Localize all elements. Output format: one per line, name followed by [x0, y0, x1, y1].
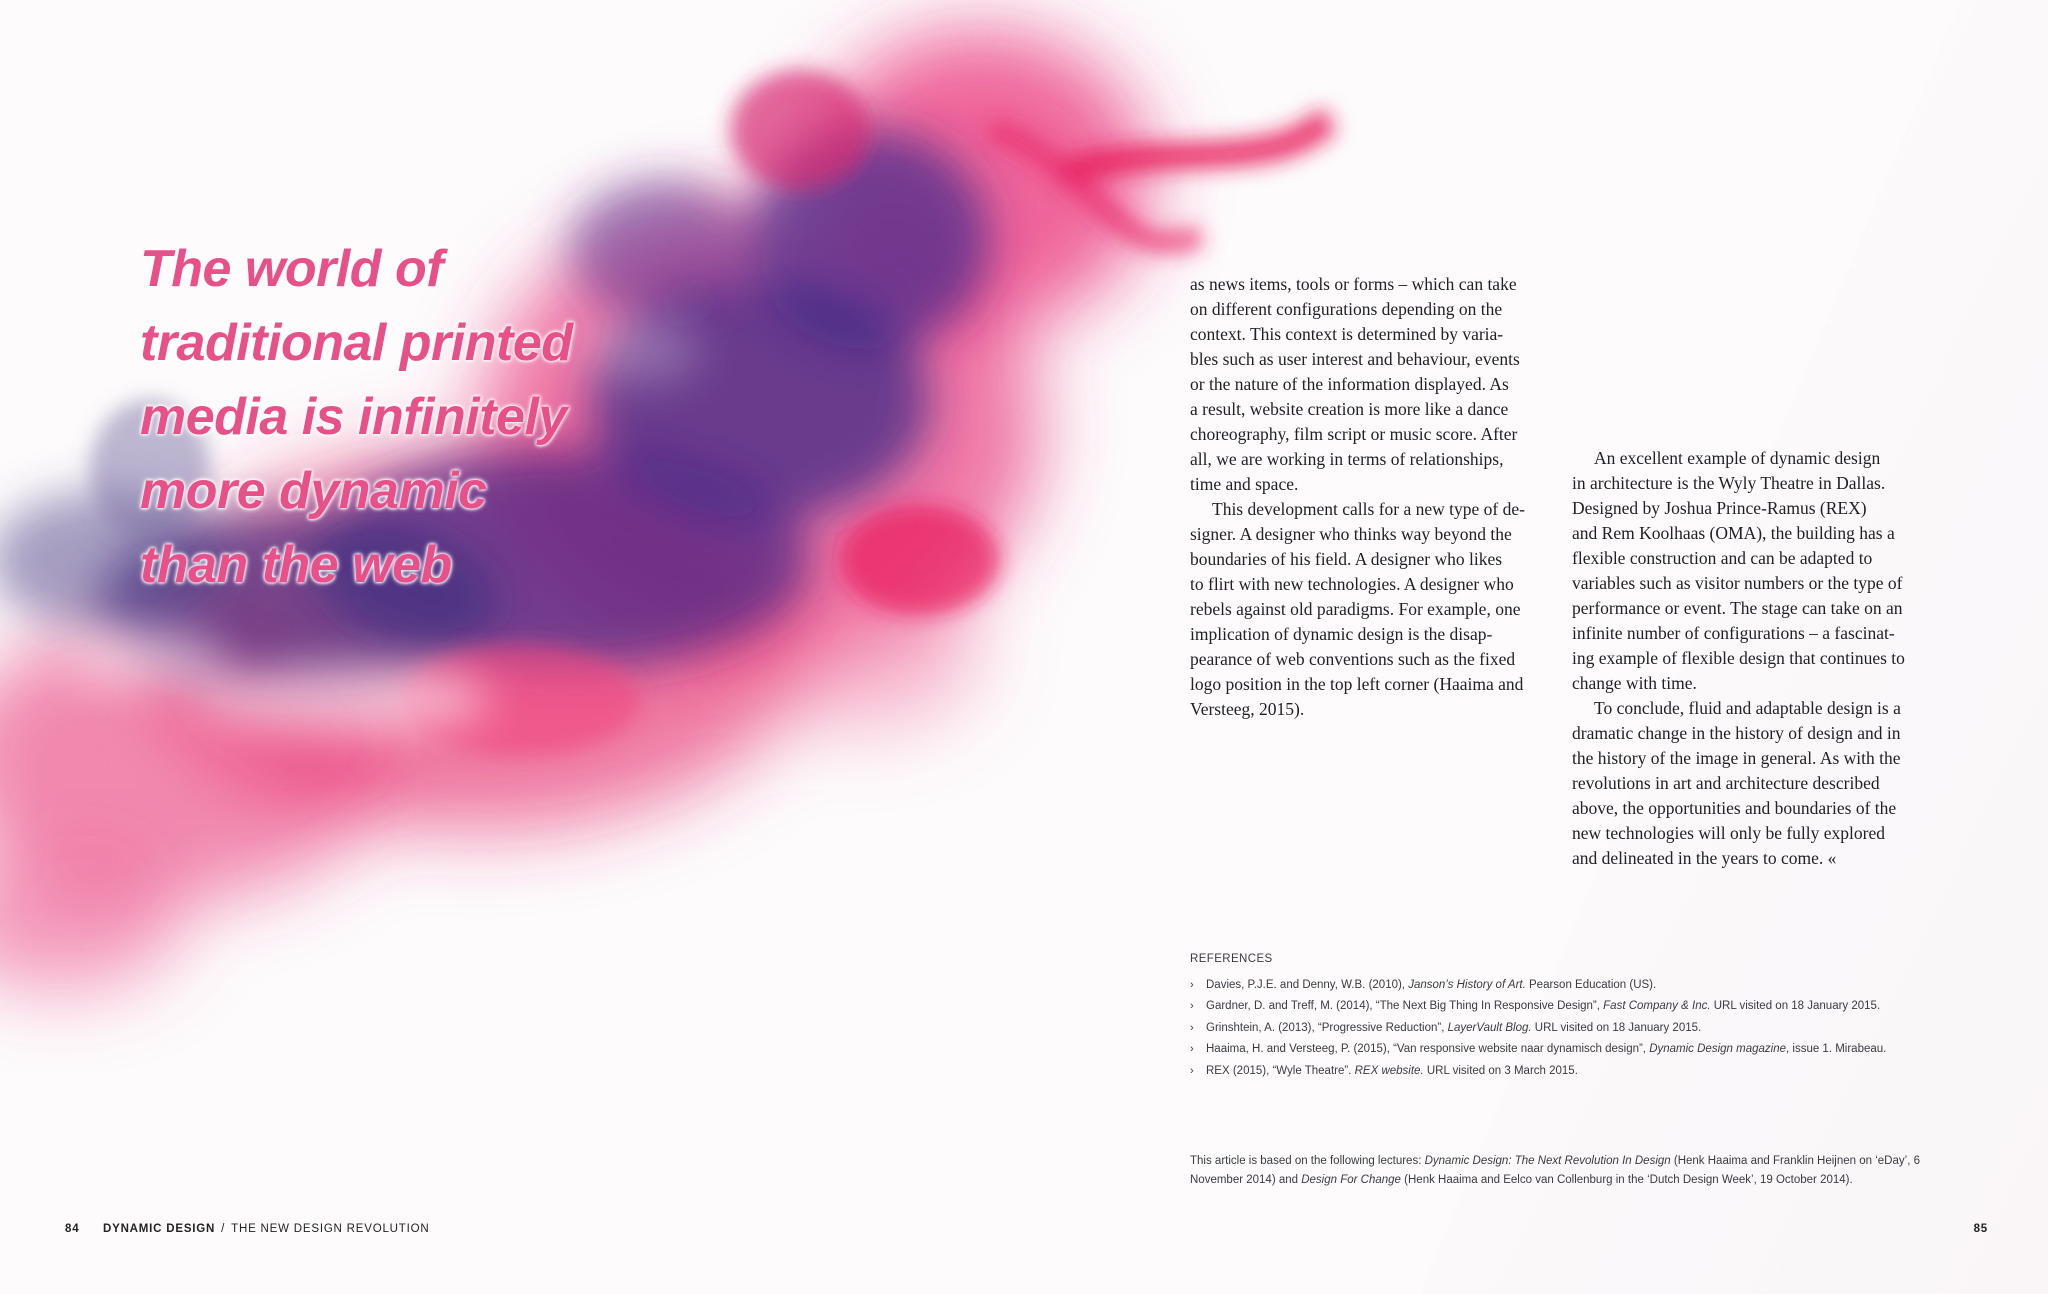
body-line: logo position in the top left corner (Haaima and [1190, 674, 1524, 694]
body-line: variables such as visitor numbers or the type of [1572, 573, 1903, 593]
body-line: Versteeg, 2015). [1190, 699, 1305, 719]
body-line: signer. A designer who thinks way beyond the [1190, 524, 1512, 544]
right-page-number: 85 [1973, 1223, 1988, 1235]
footer-separator: / [221, 1223, 226, 1235]
body-line: performance or event. The stage can take on an [1572, 598, 1903, 618]
reference-text: Davies, P.J.E. and Denny, W.B. (2010), [1206, 978, 1409, 991]
body-line: This development calls for a new type of de- [1212, 499, 1525, 519]
reference-title: Fast Company & Inc. [1603, 1000, 1711, 1012]
pull-quote-headline [140, 232, 700, 602]
chevron-right-icon: › [1190, 978, 1194, 991]
headline-line: The world of [140, 240, 444, 298]
body-line: An excellent example of dynamic design [1594, 448, 1881, 468]
references-section [1190, 950, 1920, 1083]
headline-line: media is infinitely [140, 388, 567, 446]
reference-item [1190, 997, 1920, 1017]
headline-line: traditional printed [140, 314, 573, 372]
body-line: or the nature of the information displayed. As [1190, 374, 1509, 394]
body-line: and delineated in the years to come. « [1572, 848, 1837, 868]
lecture-title: Design For Change [1301, 1174, 1401, 1186]
body-line: flexible construction and can be adapted to [1572, 548, 1873, 568]
chevron-right-icon: › [1190, 1043, 1194, 1055]
body-line: bles such as user interest and behaviour, events [1190, 349, 1520, 369]
reference-item [1190, 1062, 1920, 1082]
body-line: infinite number of configurations – a fascinat- [1572, 623, 1895, 643]
body-line: boundaries of his field. A designer who likes [1190, 549, 1503, 569]
body-column-1 [1190, 272, 1550, 722]
note-text: This article is based on the following lectures: [1190, 1154, 1425, 1167]
reference-item [1190, 976, 1920, 996]
chevron-right-icon: › [1190, 1000, 1194, 1012]
reference-title: Dynamic Design magazine [1649, 1043, 1786, 1055]
body-line: time and space. [1190, 474, 1299, 494]
reference-title: Janson’s History of Art. [1408, 978, 1526, 991]
reference-item [1190, 1040, 1920, 1060]
lecture-title: Dynamic Design: The Next Revolution In Design [1424, 1154, 1671, 1167]
body-line: rebels against old paradigms. For example, one [1190, 599, 1521, 619]
running-footer [103, 1223, 429, 1235]
reference-item [1190, 1019, 1920, 1039]
body-line: on different configurations depending on the [1190, 299, 1503, 319]
note-text: (Henk Haaima and Franklin Heijnen on ‘eDay’, 6 November 2014) and [1190, 1154, 1920, 1186]
body-line: new technologies will only be fully explored [1572, 823, 1885, 843]
lecture-note [1190, 1152, 1920, 1191]
headline-line: more dynamic [140, 462, 487, 520]
body-column-2 [1572, 446, 1942, 871]
references-list [1190, 976, 1920, 1082]
body-line: to flirt with new technologies. A designer who [1190, 574, 1514, 594]
body-line: above, the opportunities and boundaries of the [1572, 798, 1897, 818]
body-line: pearance of web conventions such as the fixed [1190, 649, 1516, 669]
footer-section-title: DYNAMIC DESIGN [103, 1223, 216, 1235]
body-line: Designed by Joshua Prince-Ramus (REX) [1572, 498, 1867, 518]
body-line: revolutions in art and architecture described [1572, 773, 1880, 793]
body-line: ing example of flexible design that continues to [1572, 648, 1905, 668]
reference-title: REX website. [1354, 1064, 1424, 1077]
reference-text: Haaima, H. and Versteeg, P. (2015), “Van responsive website naar dynamisch design”, [1206, 1043, 1650, 1055]
reference-text: Grinshtein, A. (2013), “Progressive Reduction”, [1206, 1021, 1448, 1034]
reference-text: URL visited on 3 March 2015. [1423, 1064, 1578, 1077]
reference-text: , issue 1. Mirabeau. [1786, 1043, 1887, 1055]
reference-title: LayerVault Blog. [1447, 1021, 1532, 1034]
body-line: and Rem Koolhaas (OMA), the building has a [1572, 523, 1895, 543]
note-text: (Henk Haaima and Eelco van Collenburg in the ‘Dutch Design Week’, 19 October 2014). [1400, 1174, 1853, 1186]
body-line: change with time. [1572, 673, 1697, 693]
reference-text: Gardner, D. and Treff, M. (2014), “The Next Big Thing In Responsive Design”, [1206, 1000, 1604, 1012]
references-heading: REFERENCES [1190, 953, 1273, 965]
reference-text: REX (2015), “Wyle Theatre”. [1206, 1064, 1355, 1077]
body-line: a result, website creation is more like a dance [1190, 399, 1509, 419]
body-line: choreography, film script or music score. After [1190, 424, 1518, 444]
headline-line: than the web [140, 536, 452, 594]
body-line: all, we are working in terms of relationships, [1190, 449, 1504, 469]
body-line: implication of dynamic design is the disap- [1190, 624, 1493, 644]
chevron-right-icon: › [1190, 1021, 1194, 1034]
chevron-right-icon: › [1190, 1064, 1194, 1077]
reference-text: URL visited on 18 January 2015. [1710, 1000, 1881, 1012]
body-line: context. This context is determined by varia- [1190, 324, 1504, 344]
reference-text: URL visited on 18 January 2015. [1531, 1021, 1702, 1034]
body-line: in architecture is the Wyly Theatre in Dallas. [1572, 473, 1886, 493]
left-page-number: 84 [65, 1223, 80, 1235]
body-line: dramatic change in the history of design and in [1572, 723, 1901, 743]
reference-text: Pearson Education (US). [1525, 978, 1657, 991]
body-line: the history of the image in general. As with the [1572, 748, 1901, 768]
footer-subtitle: THE NEW DESIGN REVOLUTION [231, 1223, 430, 1235]
body-line: To conclude, fluid and adaptable design is a [1594, 698, 1901, 718]
body-line: as news items, tools or forms – which can take [1190, 274, 1517, 294]
